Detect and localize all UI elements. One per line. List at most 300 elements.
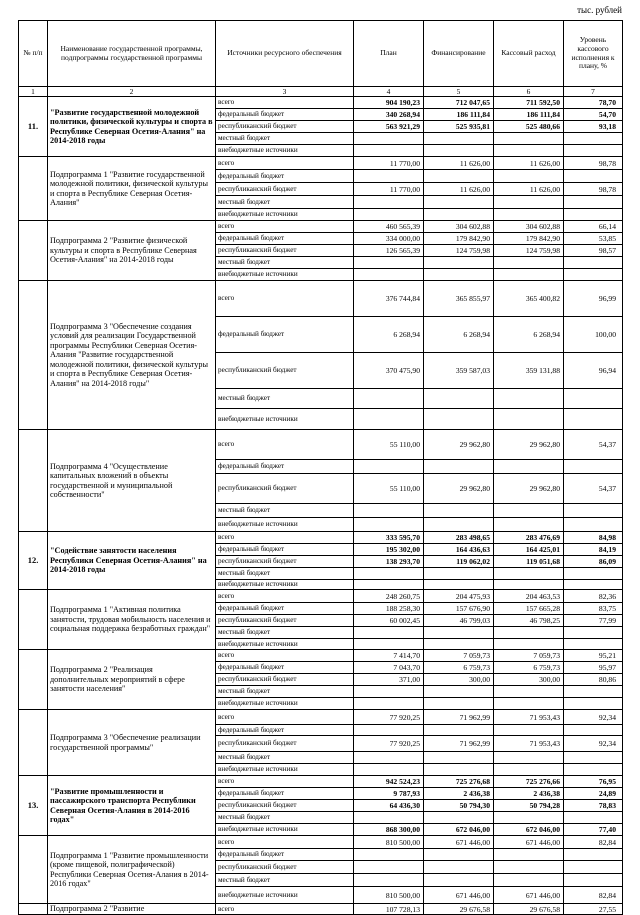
financing-value (424, 627, 494, 639)
financing-value: 671 446,00 (424, 887, 494, 904)
financing-value (424, 170, 494, 183)
execution-percent: 98,57 (564, 245, 623, 257)
funding-source: республиканский бюджет (216, 353, 354, 389)
col-number: 1 (19, 87, 48, 97)
execution-percent: 76,95 (564, 776, 623, 788)
execution-percent (564, 460, 623, 474)
plan-value (354, 257, 424, 269)
execution-percent (564, 133, 623, 145)
plan-value (354, 639, 424, 650)
table-row (19, 904, 623, 915)
plan-value: 77 920,25 (354, 710, 424, 725)
header-row (19, 21, 623, 87)
cash-value (494, 269, 564, 281)
cash-value: 71 953,43 (494, 710, 564, 725)
col-header-name: Наименование государственной программы, подпрограммы государственной программы (48, 21, 216, 87)
execution-percent (564, 518, 623, 532)
financing-value: 7 059,73 (424, 650, 494, 662)
funding-source: федеральный бюджет (216, 317, 354, 353)
financing-value: 119 062,02 (424, 556, 494, 568)
execution-percent (564, 874, 623, 887)
cash-value (494, 627, 564, 639)
funding-source: всего (216, 650, 354, 662)
funding-source: всего (216, 776, 354, 788)
funding-source: всего (216, 590, 354, 603)
execution-percent: 27,55 (564, 904, 623, 915)
plan-value (354, 209, 424, 221)
financing-value: 6 268,94 (424, 317, 494, 353)
cash-value: 2 436,38 (494, 788, 564, 800)
funding-source: местный бюджет (216, 812, 354, 824)
item-number (19, 836, 48, 904)
plan-value: 126 565,39 (354, 245, 424, 257)
plan-value (354, 849, 424, 861)
cash-value (494, 639, 564, 650)
plan-value (354, 504, 424, 518)
financing-value (424, 504, 494, 518)
item-number (19, 650, 48, 710)
item-number (19, 590, 48, 650)
plan-value: 55 110,00 (354, 474, 424, 504)
execution-percent: 96,94 (564, 353, 623, 389)
subprogram-name: Подпрограмма 3 "Обеспечение реализации государственной программы" (48, 710, 216, 776)
execution-percent: 100,00 (564, 317, 623, 353)
cash-value: 525 480,66 (494, 121, 564, 133)
cash-value: 186 111,84 (494, 109, 564, 121)
table-row (19, 221, 623, 233)
financing-value: 304 602,88 (424, 221, 494, 233)
table-row (19, 836, 623, 849)
financing-value: 164 436,63 (424, 544, 494, 556)
plan-value: 370 475,90 (354, 353, 424, 389)
cash-value (494, 145, 564, 157)
plan-value (354, 698, 424, 710)
plan-value: 9 787,93 (354, 788, 424, 800)
financing-value (424, 764, 494, 776)
financing-value (424, 698, 494, 710)
subprogram-name: Подпрограмма 1 "Развитие промышленности (кроме пищевой, полиграфической) Республики Северная Осетия-Алания в 2014-2016 годах" (48, 836, 216, 904)
cash-value (494, 568, 564, 580)
execution-percent: 24,89 (564, 788, 623, 800)
cash-value (494, 861, 564, 874)
funding-source: местный бюджет (216, 686, 354, 698)
col-header-level: Уровень кассового исполнения к плану, % (564, 21, 623, 87)
subprogram-name: Подпрограмма 3 "Обеспечение создания условий для реализации Государственной программы Республики Северная Осетия-Алания "Развитие государственной молодежной политики, физической культуры и спорта в Республике Северная Осетия-Алания" на 2014-2018 годы" (48, 281, 216, 430)
cash-value: 365 400,82 (494, 281, 564, 317)
cash-value: 304 602,88 (494, 221, 564, 233)
col-header-plan: План (354, 21, 424, 87)
cash-value: 672 046,00 (494, 824, 564, 836)
funding-source: внебюджетные источники (216, 518, 354, 532)
item-number: 11. (19, 97, 48, 157)
plan-value (354, 861, 424, 874)
execution-percent (564, 861, 623, 874)
plan-value: 460 565,39 (354, 221, 424, 233)
program-name: "Развитие государственной молодежной политики, физической культуры и спорта в Республике Северная Осетия-Алания" на 2014-2018 годы (48, 97, 216, 157)
financing-value (424, 812, 494, 824)
funding-source: всего (216, 532, 354, 544)
execution-percent (564, 686, 623, 698)
execution-percent: 80,86 (564, 674, 623, 686)
execution-percent (564, 725, 623, 736)
funding-source: республиканский бюджет (216, 183, 354, 196)
cash-value (494, 698, 564, 710)
cash-value (494, 460, 564, 474)
col-number: 7 (564, 87, 623, 97)
table-row (19, 532, 623, 544)
execution-percent (564, 269, 623, 281)
funding-source: внебюджетные источники (216, 409, 354, 430)
plan-value: 188 258,30 (354, 603, 424, 615)
budget-table (18, 20, 623, 915)
cash-value: 204 463,53 (494, 590, 564, 603)
funding-source: местный бюджет (216, 752, 354, 764)
financing-value (424, 518, 494, 532)
item-number (19, 281, 48, 430)
plan-value (354, 764, 424, 776)
cash-value (494, 257, 564, 269)
financing-value (424, 133, 494, 145)
plan-value (354, 725, 424, 736)
financing-value: 359 587,03 (424, 353, 494, 389)
financing-value (424, 725, 494, 736)
execution-percent (564, 209, 623, 221)
plan-value (354, 145, 424, 157)
funding-source: внебюджетные источники (216, 698, 354, 710)
plan-value: 904 190,23 (354, 97, 424, 109)
execution-percent: 96,99 (564, 281, 623, 317)
execution-percent: 66,14 (564, 221, 623, 233)
funding-source: всего (216, 710, 354, 725)
plan-value: 340 268,94 (354, 109, 424, 121)
funding-source: местный бюджет (216, 504, 354, 518)
funding-source: всего (216, 836, 354, 849)
plan-value: 376 744,84 (354, 281, 424, 317)
plan-value (354, 580, 424, 590)
execution-percent (564, 698, 623, 710)
execution-percent (564, 764, 623, 776)
subprogram-name: Подпрограмма 2 "Развитие (48, 904, 216, 915)
execution-percent (564, 504, 623, 518)
cash-value: 283 476,69 (494, 532, 564, 544)
subprogram-name: Подпрограмма 1 "Активная политика занятости, трудовая мобильность населения и социальная поддержка безработных граждан" (48, 590, 216, 650)
execution-percent: 54,70 (564, 109, 623, 121)
financing-value: 712 047,65 (424, 97, 494, 109)
plan-value: 7 414,70 (354, 650, 424, 662)
execution-percent: 78,70 (564, 97, 623, 109)
plan-value (354, 568, 424, 580)
financing-value: 46 799,03 (424, 615, 494, 627)
funding-source: республиканский бюджет (216, 245, 354, 257)
cash-value: 7 059,73 (494, 650, 564, 662)
col-number: 3 (216, 87, 354, 97)
plan-value: 11 770,00 (354, 183, 424, 196)
financing-value: 124 759,98 (424, 245, 494, 257)
financing-value (424, 849, 494, 861)
table-row (19, 430, 623, 460)
financing-value: 179 842,90 (424, 233, 494, 245)
financing-value (424, 639, 494, 650)
table-row (19, 650, 623, 662)
financing-value (424, 409, 494, 430)
funding-source: федеральный бюджет (216, 109, 354, 121)
financing-value: 29 962,80 (424, 430, 494, 460)
execution-percent (564, 389, 623, 409)
financing-value (424, 686, 494, 698)
financing-value: 29 962,80 (424, 474, 494, 504)
execution-percent (564, 849, 623, 861)
funding-source: местный бюджет (216, 627, 354, 639)
financing-value: 283 498,65 (424, 532, 494, 544)
cash-value: 711 592,50 (494, 97, 564, 109)
cash-value: 300,00 (494, 674, 564, 686)
financing-value (424, 145, 494, 157)
financing-value: 525 935,81 (424, 121, 494, 133)
item-number (19, 221, 48, 281)
cash-value (494, 133, 564, 145)
execution-percent: 86,09 (564, 556, 623, 568)
cash-value: 119 051,68 (494, 556, 564, 568)
table-row (19, 776, 623, 788)
execution-percent: 54,37 (564, 430, 623, 460)
cash-value (494, 764, 564, 776)
financing-value: 11 626,00 (424, 183, 494, 196)
cash-value: 164 425,01 (494, 544, 564, 556)
cash-value (494, 170, 564, 183)
funding-source: внебюджетные источники (216, 580, 354, 590)
financing-value: 157 676,90 (424, 603, 494, 615)
cash-value: 6 759,73 (494, 662, 564, 674)
plan-value (354, 752, 424, 764)
cash-value (494, 580, 564, 590)
funding-source: республиканский бюджет (216, 474, 354, 504)
execution-percent: 77,99 (564, 615, 623, 627)
execution-percent: 82,36 (564, 590, 623, 603)
table-row (19, 97, 623, 109)
cash-value (494, 812, 564, 824)
program-name: "Развитие промышленности и пассажирского транспорта Республики Северная Осетия-Алания в 2014-2016 годах" (48, 776, 216, 836)
col-header-no: № п/п (19, 21, 48, 87)
financing-value (424, 257, 494, 269)
subprogram-name: Подпрограмма 4 "Осуществление капитальных вложений в объекты государственной и муниципальной собственности" (48, 430, 216, 532)
plan-value: 333 595,70 (354, 532, 424, 544)
funding-source: местный бюджет (216, 389, 354, 409)
plan-value: 64 436,30 (354, 800, 424, 812)
plan-value: 195 302,00 (354, 544, 424, 556)
financing-value: 71 962,99 (424, 710, 494, 725)
cash-value (494, 849, 564, 861)
funding-source: всего (216, 430, 354, 460)
cash-value (494, 686, 564, 698)
execution-percent (564, 409, 623, 430)
financing-value (424, 580, 494, 590)
funding-source: федеральный бюджет (216, 603, 354, 615)
plan-value (354, 460, 424, 474)
plan-value: 334 000,00 (354, 233, 424, 245)
plan-value: 942 524,23 (354, 776, 424, 788)
col-number: 6 (494, 87, 564, 97)
table-row (19, 590, 623, 603)
funding-source: всего (216, 904, 354, 915)
funding-source: всего (216, 157, 354, 170)
plan-value (354, 170, 424, 183)
table-body (19, 97, 623, 915)
funding-source: республиканский бюджет (216, 615, 354, 627)
execution-percent: 54,37 (564, 474, 623, 504)
financing-value: 672 046,00 (424, 824, 494, 836)
cash-value (494, 518, 564, 532)
execution-percent: 82,84 (564, 836, 623, 849)
financing-value: 6 759,73 (424, 662, 494, 674)
item-number (19, 710, 48, 776)
plan-value: 563 921,29 (354, 121, 424, 133)
cash-value: 11 626,00 (494, 157, 564, 170)
financing-value: 11 626,00 (424, 157, 494, 170)
funding-source: федеральный бюджет (216, 233, 354, 245)
execution-percent: 83,75 (564, 603, 623, 615)
cash-value: 179 842,90 (494, 233, 564, 245)
cash-value: 29 676,58 (494, 904, 564, 915)
cash-value (494, 389, 564, 409)
plan-value (354, 389, 424, 409)
plan-value: 810 500,00 (354, 887, 424, 904)
plan-value (354, 874, 424, 887)
cash-value: 50 794,28 (494, 800, 564, 812)
financing-value (424, 568, 494, 580)
plan-value (354, 686, 424, 698)
subprogram-name: Подпрограмма 2 "Развитие физической культуры и спорта в Республике Северная Осетия-Алания" на 2014-2018 годы (48, 221, 216, 281)
col-number: 5 (424, 87, 494, 97)
plan-value: 60 002,45 (354, 615, 424, 627)
col-header-cash: Кассовый расход (494, 21, 564, 87)
funding-source: внебюджетные источники (216, 824, 354, 836)
execution-percent (564, 580, 623, 590)
cash-value: 671 446,00 (494, 887, 564, 904)
execution-percent: 84,19 (564, 544, 623, 556)
funding-source: внебюджетные источники (216, 764, 354, 776)
execution-percent: 82,84 (564, 887, 623, 904)
financing-value: 365 855,97 (424, 281, 494, 317)
financing-value: 29 676,58 (424, 904, 494, 915)
cash-value (494, 504, 564, 518)
plan-value (354, 518, 424, 532)
financing-value (424, 752, 494, 764)
item-number: 13. (19, 776, 48, 836)
units-label: тыс. рублей (577, 5, 622, 15)
cash-value: 46 798,25 (494, 615, 564, 627)
execution-percent (564, 752, 623, 764)
funding-source: местный бюджет (216, 133, 354, 145)
funding-source: внебюджетные источники (216, 145, 354, 157)
funding-source: местный бюджет (216, 257, 354, 269)
cash-value: 359 131,88 (494, 353, 564, 389)
execution-percent: 92,34 (564, 710, 623, 725)
financing-value (424, 874, 494, 887)
funding-source: внебюджетные источники (216, 887, 354, 904)
funding-source: федеральный бюджет (216, 725, 354, 736)
plan-value (354, 812, 424, 824)
plan-value (354, 627, 424, 639)
financing-value (424, 209, 494, 221)
funding-source: местный бюджет (216, 568, 354, 580)
plan-value: 6 268,94 (354, 317, 424, 353)
execution-percent (564, 639, 623, 650)
funding-source: федеральный бюджет (216, 788, 354, 800)
cash-value: 29 962,80 (494, 474, 564, 504)
financing-value (424, 460, 494, 474)
col-number: 2 (48, 87, 216, 97)
funding-source: местный бюджет (216, 196, 354, 209)
cash-value (494, 725, 564, 736)
financing-value: 71 962,99 (424, 736, 494, 752)
cash-value: 124 759,98 (494, 245, 564, 257)
financing-value: 2 436,38 (424, 788, 494, 800)
execution-percent: 84,98 (564, 532, 623, 544)
plan-value: 107 728,13 (354, 904, 424, 915)
cash-value: 11 626,00 (494, 183, 564, 196)
plan-value: 138 293,70 (354, 556, 424, 568)
execution-percent: 92,34 (564, 736, 623, 752)
funding-source: местный бюджет (216, 874, 354, 887)
col-number: 4 (354, 87, 424, 97)
funding-source: всего (216, 97, 354, 109)
cash-value: 157 665,28 (494, 603, 564, 615)
item-number (19, 904, 48, 915)
plan-value: 11 770,00 (354, 157, 424, 170)
execution-percent (564, 196, 623, 209)
financing-value: 725 276,68 (424, 776, 494, 788)
execution-percent: 98,78 (564, 157, 623, 170)
column-number-row (19, 87, 623, 97)
execution-percent: 53,85 (564, 233, 623, 245)
plan-value: 810 500,00 (354, 836, 424, 849)
cash-value: 71 953,43 (494, 736, 564, 752)
table-row (19, 281, 623, 317)
plan-value: 248 260,75 (354, 590, 424, 603)
funding-source: республиканский бюджет (216, 556, 354, 568)
execution-percent (564, 170, 623, 183)
cash-value: 671 446,00 (494, 836, 564, 849)
plan-value (354, 269, 424, 281)
financing-value: 300,00 (424, 674, 494, 686)
financing-value (424, 389, 494, 409)
execution-percent (564, 627, 623, 639)
execution-percent (564, 568, 623, 580)
execution-percent: 95,21 (564, 650, 623, 662)
funding-source: внебюджетные источники (216, 209, 354, 221)
cash-value (494, 752, 564, 764)
funding-source: всего (216, 221, 354, 233)
financing-value: 671 446,00 (424, 836, 494, 849)
funding-source: федеральный бюджет (216, 544, 354, 556)
execution-percent: 98,78 (564, 183, 623, 196)
execution-percent: 78,83 (564, 800, 623, 812)
financing-value (424, 269, 494, 281)
plan-value: 55 110,00 (354, 430, 424, 460)
funding-source: республиканский бюджет (216, 121, 354, 133)
plan-value: 868 300,00 (354, 824, 424, 836)
plan-value (354, 196, 424, 209)
execution-percent: 77,40 (564, 824, 623, 836)
program-name: "Содействие занятости населения Республики Северная Осетия-Алания" на 2014-2018 годы (48, 532, 216, 590)
execution-percent: 95,97 (564, 662, 623, 674)
financing-value (424, 861, 494, 874)
financing-value: 186 111,84 (424, 109, 494, 121)
funding-source: внебюджетные источники (216, 639, 354, 650)
subprogram-name: Подпрограмма 2 "Реализация дополнительных мероприятий в сфере занятости населения" (48, 650, 216, 710)
financing-value (424, 196, 494, 209)
funding-source: республиканский бюджет (216, 861, 354, 874)
